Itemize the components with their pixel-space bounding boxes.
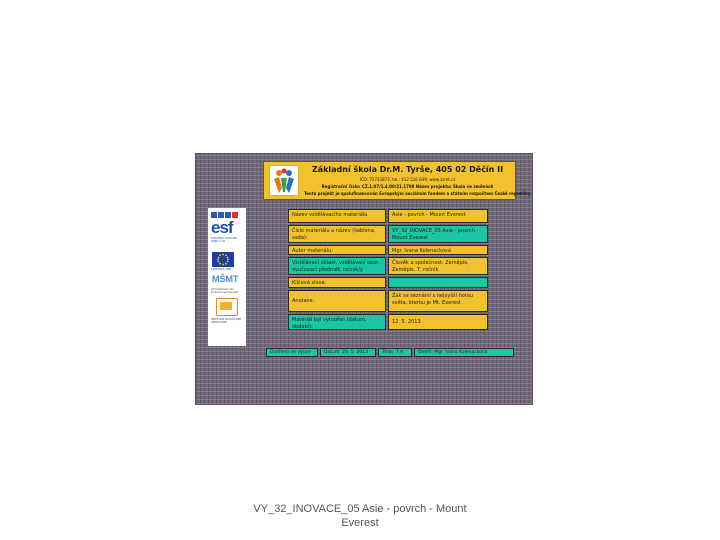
school-logo-icon	[269, 165, 299, 196]
row-subject-label: Vzdělávací oblast, vzdělávací obor, vyučovací předmět, ročník/y	[288, 257, 386, 275]
row-code-value: VY_32_INOVACE_05 Asie - povrch - Mount Everest	[388, 225, 488, 243]
row-keywords-label: Klíčová slova:	[288, 277, 386, 288]
row-date-label: Materiál byl vytvořen (datum, období):	[288, 314, 386, 330]
eu-caption: EVROPSKÁ UNIE	[211, 268, 232, 271]
op-caption: OP Vzdělávání pro konkurenceschopnost	[211, 288, 239, 294]
esf-wordmark: esf	[211, 218, 233, 237]
slide-caption: VY_32_INOVACE_05 Asie - povrch - Mount Everest	[253, 503, 467, 529]
esf-caption: EVROPSKÝ SOCIÁLNÍ FOND V ČR	[211, 237, 237, 243]
row-annotation-label: Anotace:	[288, 290, 386, 312]
row-subject-value: Člověk a společnost: Zeměpis, Zeměpis, 7. ročník	[388, 257, 488, 275]
row-author-value: Mgr. Ivana Kolenacková	[388, 245, 488, 255]
verified-class: Třída: 7.A	[378, 348, 412, 357]
project-registration: Registrační číslo: CZ.1.07/1.4.00/21.1798 Název projektu: Škola ve změnách	[321, 184, 494, 189]
school-header	[263, 161, 532, 200]
funding-logos-panel	[208, 208, 246, 346]
row-author-label: Autor materiálu:	[288, 245, 386, 255]
school-contact: IČO: 72743873, tel.: 412 516 649; www.zsmt.cz	[359, 177, 456, 182]
esf-logo	[211, 212, 243, 246]
row-title-value: Asie - povrch - Mount Everest	[388, 209, 488, 223]
verified-by: Ověřil: Mgr. Ivana Kolenacková	[414, 348, 514, 357]
row-date-value: 12. 5. 2013	[388, 314, 488, 330]
row-annotation-value: Žák se seznámí s nejvyšší horou světa, kterou je Mt. Everest	[388, 290, 488, 312]
msmt-logo: MŠMT	[212, 274, 239, 284]
verified-date: Datum: 23. 5. 2013	[320, 348, 376, 357]
row-code-label: Číslo materiálu a název (šablona, sada):	[288, 225, 386, 243]
invest-caption: INVESTICE DO ROZVOJE VZDĚLÁVÁNÍ	[211, 318, 241, 324]
row-title-label: Název vzdělávacího materiálu	[288, 209, 386, 223]
op-logo-icon	[216, 298, 238, 316]
eu-flag-icon	[212, 252, 234, 267]
school-name: Základní škola Dr.M. Tyrše, 405 02 Děčín II	[311, 165, 504, 174]
verified-label: Ověřeno ve výuce	[266, 348, 318, 357]
funding-note: Tento projekt je spolufinancován Evropským sociálním fondem a státním rozpočtem České republiky.	[304, 191, 532, 196]
row-keywords-value	[388, 277, 488, 288]
